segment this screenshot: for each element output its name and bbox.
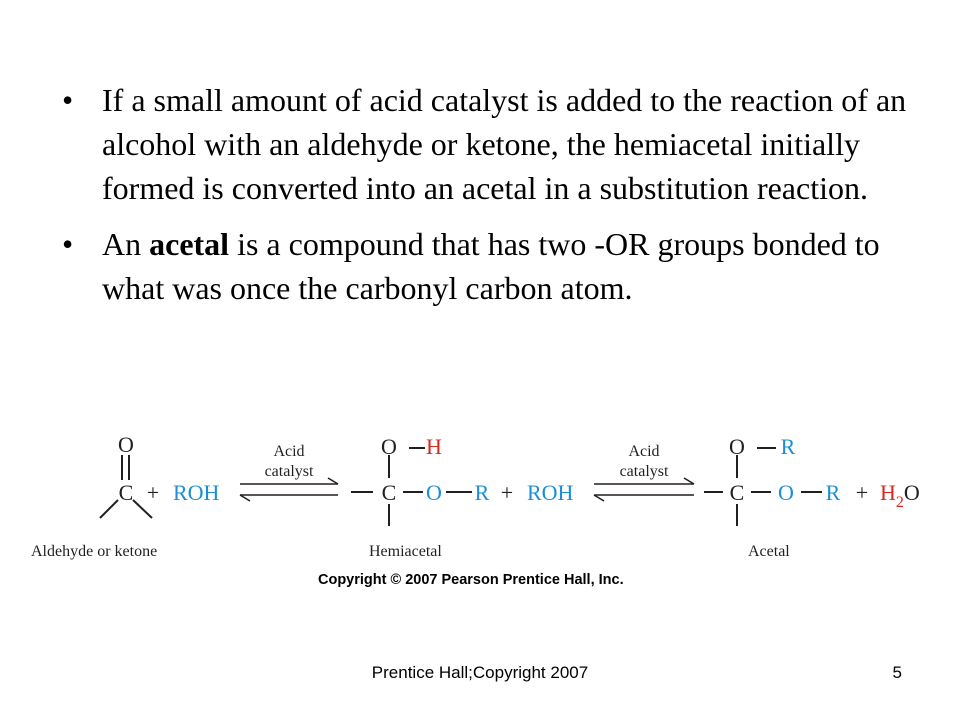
plus-sign: + [146,480,160,505]
atom-carbon: C [381,480,397,505]
product-water [880,480,920,511]
atom-oxygen: O [381,434,397,459]
arrow-label-catalyst: catalyst [264,463,314,480]
plus-sign: + [500,480,514,505]
bullet-list [62,78,922,322]
arrow-label-acid: Acid [628,443,660,460]
arrow-label-catalyst: catalyst [619,463,669,480]
bullet-text-post: is a compound that has two -OR groups bonded to what was once the carbonyl carbon atom. [102,226,880,306]
label-aldehyde-or-ketone: Aldehyde or ketone [31,543,158,560]
bullet-dot: • [62,82,74,118]
term-acetal: acetal [149,226,230,262]
group-r: R [474,480,490,505]
label-acetal: Acetal [748,543,790,560]
water-hydrogen: H [880,480,896,505]
group-r: R [825,480,841,505]
reaction-scheme [0,420,960,570]
bullet-item-hemiacetal [62,78,922,210]
bullet-text-pre: An [102,226,150,262]
atom-carbon: C [118,480,134,505]
page-number: 5 [892,663,902,682]
atom-carbon: C [729,480,745,505]
arrow-label-acid: Acid [273,443,305,460]
water-subscript: 2 [895,494,904,511]
atom-oxygen: O [778,480,794,505]
water-oxygen: O [903,480,920,505]
equilibrium-arrow-2 [594,478,694,501]
bullet-text: If a small amount of acid catalyst is added to the reaction of an alcohol with an aldehyde or ketone, the hemiacetal initially formed is converted into an acetal in a substitution reaction. [102,82,907,206]
atom-oxygen: O [729,434,745,459]
reagent-roh: ROH [527,480,574,505]
reagent-roh: ROH [173,480,220,505]
bullet-dot: • [62,226,74,262]
bond-line [100,500,118,518]
figure-copyright: Copyright © 2007 Pearson Prentice Hall, Inc. [318,572,624,588]
footer-text: Prentice Hall;Copyright 2007 [371,663,589,682]
label-hemiacetal: Hemiacetal [369,543,442,560]
bullet-item-acetal [62,222,922,310]
group-r: R [780,434,796,459]
atom-oxygen: O [426,480,442,505]
equilibrium-arrow-1 [240,478,338,501]
plus-sign: + [855,480,869,505]
atom-hydrogen: H [426,434,442,459]
atom-oxygen: O [118,432,134,457]
